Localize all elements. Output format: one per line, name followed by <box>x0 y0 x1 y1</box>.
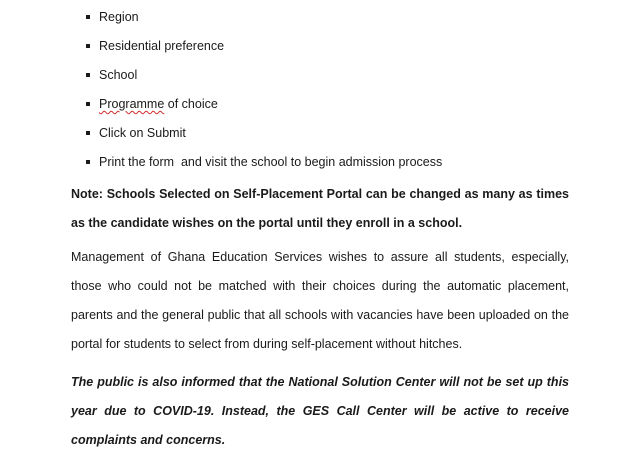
list-item-text: Click on Submit <box>99 126 186 140</box>
list-item-region <box>86 8 606 37</box>
list-item-programme-of-choice <box>86 95 606 124</box>
list-item-text: Residential preference <box>99 39 225 53</box>
bullet-icon <box>86 44 90 48</box>
management-paragraph: Management of Ghana Education Services wishes to assure all students, especially, those who could not be matched with their choices during the automatic placement, parents and the general public that all schools with vacancies have been uploaded on the portal for students to select from during self-placement without hitches. <box>71 250 569 351</box>
bullet-icon <box>86 160 90 164</box>
bullet-icon <box>86 102 90 106</box>
bullet-icon <box>86 131 90 135</box>
list-item-text <box>99 95 218 113</box>
list-item-residential-preference <box>86 37 606 66</box>
list-item-text: Region <box>99 10 139 24</box>
steps-bullet-list <box>86 8 606 182</box>
list-item-text: Print the form and visit the school to begin admission process <box>99 155 443 169</box>
note-paragraph: Note: Schools Selected on Self-Placement Portal can be changed as many as times as the candidate wishes on the portal until they enroll in a school. <box>71 187 569 230</box>
bullet-icon <box>86 73 90 77</box>
list-item-text: School <box>99 68 138 82</box>
spellcheck-flagged-word: Programme <box>99 97 165 111</box>
list-item-print-form <box>86 153 606 182</box>
bullet-icon <box>86 15 90 19</box>
list-item-school <box>86 66 606 95</box>
public-notice-paragraph: The public is also informed that the National Solution Center will not be set up this year due to COVID-19. Instead, the GES Call Center will be active to receive complaints and concerns. <box>71 375 569 447</box>
list-item-text-rest: of choice <box>164 97 218 111</box>
list-item-click-submit <box>86 124 606 153</box>
